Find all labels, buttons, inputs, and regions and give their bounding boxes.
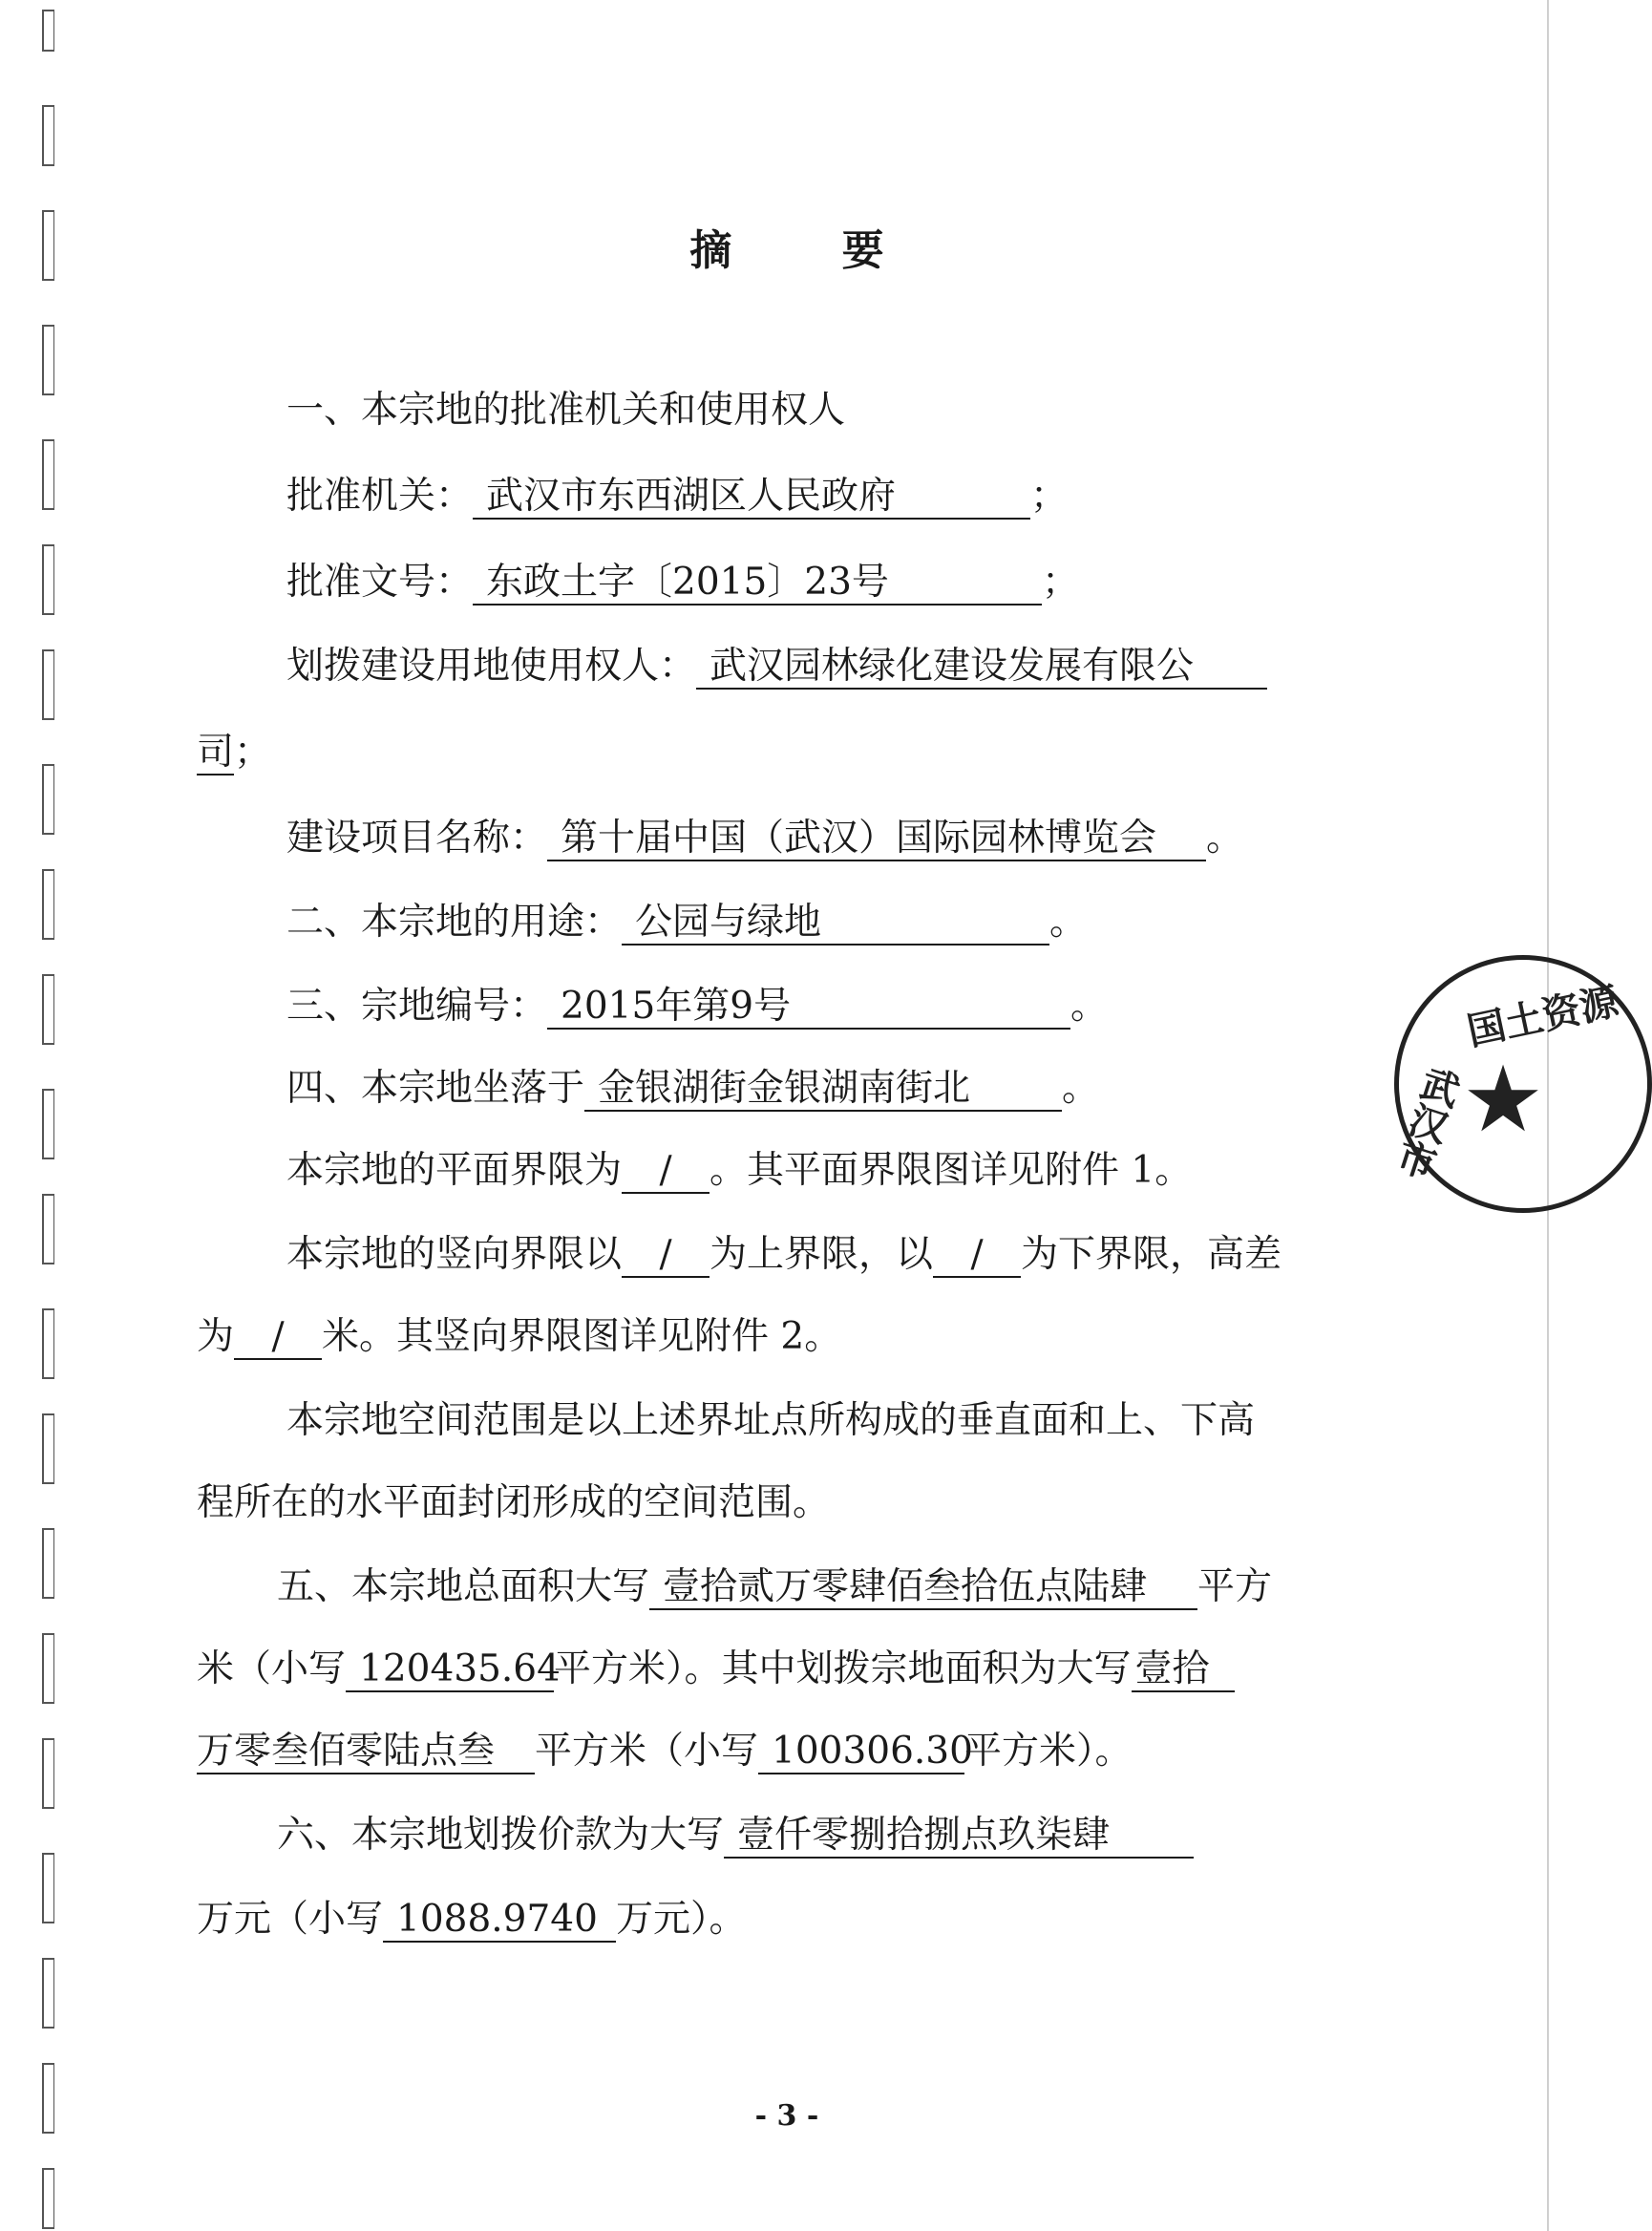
area-line2-a: 米（小写 [197, 1647, 347, 1690]
usage-value: 公园与绿地 [622, 902, 1049, 946]
section-1-heading: 一、本宗地的批准机关和使用权人 [286, 389, 846, 432]
usage-end: 。 [1049, 901, 1088, 944]
plane-boundary-before: 本宗地的平面界限为 [286, 1149, 623, 1192]
land-user-end: ； [234, 731, 272, 774]
vertical-boundary-middle: 为上界限，以 [710, 1233, 934, 1276]
approval-authority-line [286, 472, 1068, 521]
location-value: 金银湖街金银湖南街北 [584, 1068, 1062, 1112]
location-label: 四、本宗地坐落于 [286, 1067, 585, 1110]
binding-holes [27, 0, 65, 2231]
vertical-lower-value: / [933, 1234, 1021, 1278]
price-line-1 [277, 1811, 1194, 1860]
approval-doc-label: 批准文号： [286, 561, 474, 604]
area-total-caps: 壹拾贰万零肆佰叁拾伍点陆肆 [649, 1566, 1197, 1610]
area-line2-b: 平方米）。其中划拨宗地面积为大写 [554, 1647, 1132, 1690]
seal-text-left: 武汉市 [1387, 1060, 1466, 1184]
area-alloc-num: 100306.30 [758, 1731, 964, 1774]
land-user-line-2 [197, 728, 271, 777]
parcel-no-line [286, 982, 1108, 1031]
area-line-1 [277, 1562, 1272, 1612]
area-alloc-caps-1: 壹拾 [1132, 1648, 1235, 1692]
project-label: 建设项目名称： [286, 817, 548, 860]
vertical-line2-before: 为 [197, 1315, 235, 1358]
plane-boundary-line [286, 1146, 1192, 1196]
parcel-no-value: 2015年第9号 [547, 986, 1070, 1030]
page-number: - 3 - [754, 2099, 819, 2133]
approval-authority-value: 武汉市东西湖区人民政府 [473, 476, 1030, 520]
seal-text-top: 国土资源 [1463, 978, 1622, 1055]
area-alloc-caps-2: 万零叁佰零陆点叁 [197, 1731, 535, 1774]
land-user-value-1: 武汉园林绿化建设发展有限公 [696, 646, 1267, 690]
vertical-upper-value: / [622, 1234, 710, 1278]
vertical-boundary-line-2 [197, 1312, 841, 1362]
area-line1-after: 平方 [1197, 1565, 1273, 1608]
vertical-boundary-after: 为下界限，高差 [1021, 1233, 1282, 1276]
project-line [286, 814, 1243, 863]
plane-boundary-value: / [622, 1150, 710, 1194]
usage-line [286, 898, 1087, 947]
price-line2-a: 万元（小写 [197, 1898, 384, 1941]
approval-doc-end: ； [1042, 561, 1080, 604]
page-title: 摘 要 [689, 226, 932, 275]
price-line2-b: 万元）。 [616, 1898, 747, 1941]
project-end: 。 [1206, 817, 1244, 860]
area-line-2 [197, 1645, 1235, 1694]
location-end: 。 [1062, 1067, 1100, 1110]
vertical-boundary-line [286, 1230, 1281, 1280]
approval-authority-end: ； [1030, 475, 1069, 518]
area-line-3 [197, 1727, 1133, 1776]
space-scope-line-1: 本宗地空间范围是以上述界址点所构成的垂直面和上、下高 [286, 1399, 1256, 1442]
location-line [286, 1064, 1099, 1114]
price-line-2 [197, 1895, 747, 1944]
approval-authority-label: 批准机关： [286, 475, 474, 518]
vertical-boundary-before: 本宗地的竖向界限以 [286, 1233, 623, 1276]
usage-label: 二、本宗地的用途： [286, 901, 623, 944]
seal-star-icon: ★ [1462, 1046, 1545, 1153]
official-seal [1387, 955, 1652, 1213]
area-total-num: 120435.64 [346, 1648, 554, 1692]
approval-doc-line [286, 558, 1079, 607]
vertical-height-value: / [234, 1316, 322, 1360]
area-line3-a: 平方米（小写 [535, 1730, 759, 1773]
land-user-value-2: 司 [197, 731, 235, 774]
parcel-no-end: 。 [1070, 985, 1109, 1028]
project-value: 第十届中国（武汉）国际园林博览会 [547, 818, 1206, 861]
price-line1-before: 六、本宗地划拨价款为大写 [277, 1814, 725, 1857]
price-caps: 壹仟零捌拾捌点玖柒肆 [724, 1815, 1194, 1859]
area-line1-before: 五、本宗地总面积大写 [277, 1565, 650, 1608]
price-num: 1088.9740 [383, 1899, 616, 1943]
approval-doc-value: 东政土字〔2015〕23号 [473, 562, 1042, 606]
land-user-line [286, 642, 1267, 691]
parcel-no-label: 三、宗地编号： [286, 985, 548, 1028]
area-line3-b: 平方米）。 [964, 1730, 1133, 1773]
land-user-label: 划拨建设用地使用权人： [286, 645, 697, 688]
vertical-line2-after: 米。其竖向界限图详见附件 2。 [322, 1315, 842, 1358]
plane-boundary-after: 。其平面界限图详见附件 1。 [710, 1149, 1193, 1192]
space-scope-line-2: 程所在的水平面封闭形成的空间范围。 [197, 1481, 831, 1524]
